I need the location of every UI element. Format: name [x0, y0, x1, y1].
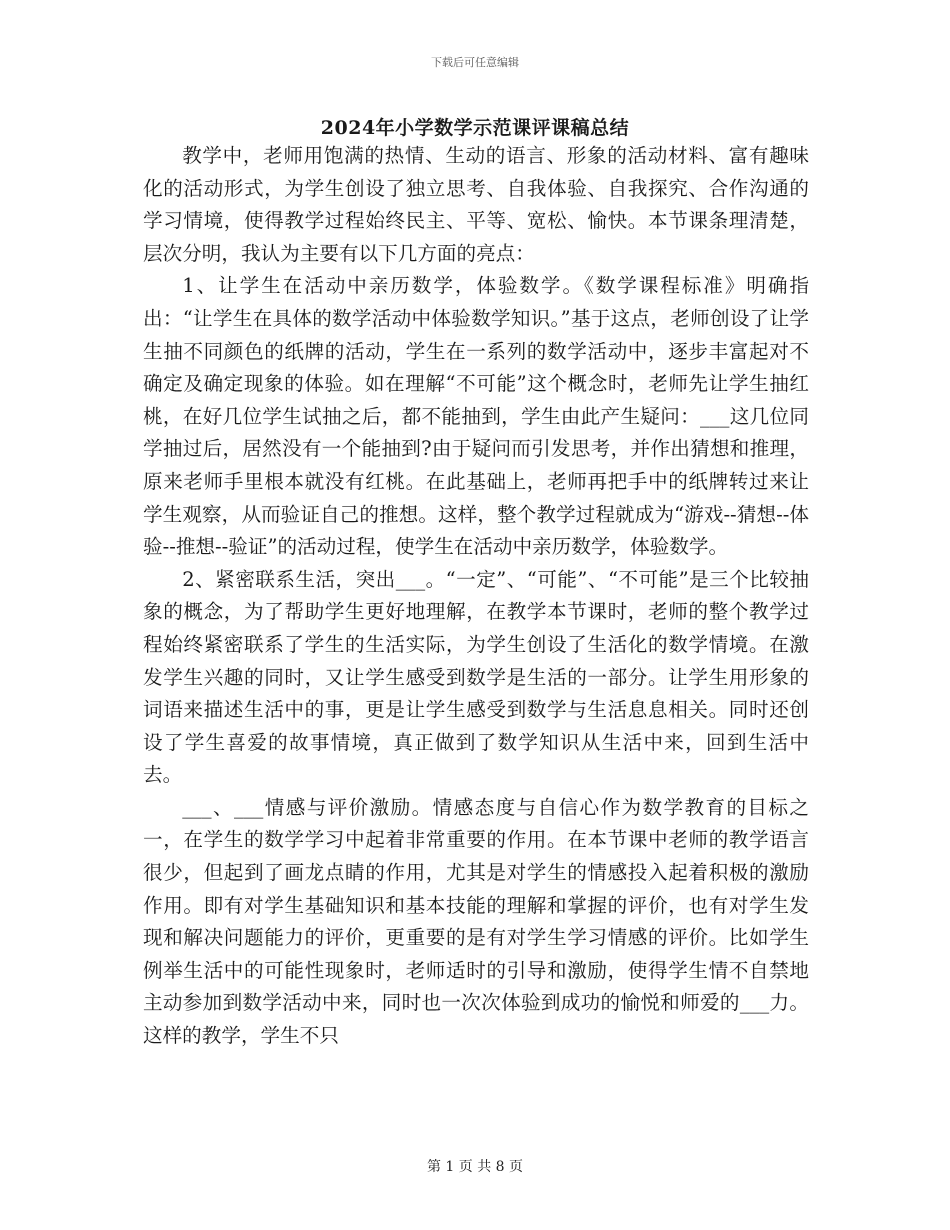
document-body [143, 140, 809, 1053]
paragraph-point-1: 1、让学生在活动中亲历数学，体验数学。《数学课程标准》明确指出：“让学生在具体的数学活动中体验数学知识。”基于这点，老师创设了让学生抽不同颜色的纸牌的活动，学生在一系列的数学活动中，逐步丰富起对不确定及确定现象的体验。如在理解“不可能”这个概念时，老师先让学生抽红桃，在好几位学生试抽之后，都不能抽到，学生由此产生疑问：___这几位同学抽过后，居然没有一个能抽到?由于疑问而引发思考，并作出猜想和推理，原来老师手里根本就没有红桃。在此基础上，老师再把手中的纸牌转过来让学生观察，从而验证自己的推想。这样，整个教学过程就成为“游戏--猜想--体验--推想--验证”的活动过程，使学生在活动中亲历数学，体验数学。 [143, 274, 809, 559]
paragraph-point-2: 2、紧密联系生活，突出___。“一定”、“可能”、“不可能”是三个比较抽象的概念，为了帮助学生更好地理解，在教学本节课时，老师的整个教学过程始终紧密联系了学生的生活实际，为学生创设了生活化的数学情境。在激发学生兴趣的同时，又让学生感受到数学是生活的一部分。让学生用形象的词语来描述生活中的事，更是让学生感受到数学与生活息息相关。同时还创设了学生喜爱的故事情境，真正做到了数学知识从生活中来，回到生活中去。 [143, 567, 809, 787]
header-note: 下载后可任意编辑 [431, 56, 519, 69]
document-title: 2024年小学数学示范课评课稿总结 [320, 117, 630, 139]
page-footer: 第 1 页 共 8 页 [426, 1159, 524, 1175]
paragraph-point-3: ___、___情感与评价激励。情感态度与自信心作为数学教育的目标之一，在学生的数学学习中起着非常重要的作用。在本节课中老师的教学语言很少，但起到了画龙点睛的作用，尤其是对学生的情感投入起着积极的激励作用。即有对学生基础知识和基本技能的理解和掌握的评价，也有对学生发现和解决问题能力的评价，更重要的是有对学生学习情感的评价。比如学生例举生活中的可能性现象时，老师适时的引导和激励，使得学生情不自禁地主动参加到数学活动中来，同时也一次次体验到成功的愉悦和师爱的___力。这样的教学，学生不只 [143, 795, 809, 1048]
paragraph-intro: 教学中，老师用饱满的热情、生动的语言、形象的活动材料、富有趣味化的活动形式，为学生创设了独立思考、自我体验、自我探究、合作沟通的学习情境，使得教学过程始终民主、平等、宽松、愉快。本节课条理清楚，层次分明，我认为主要有以下几方面的亮点： [143, 144, 809, 265]
